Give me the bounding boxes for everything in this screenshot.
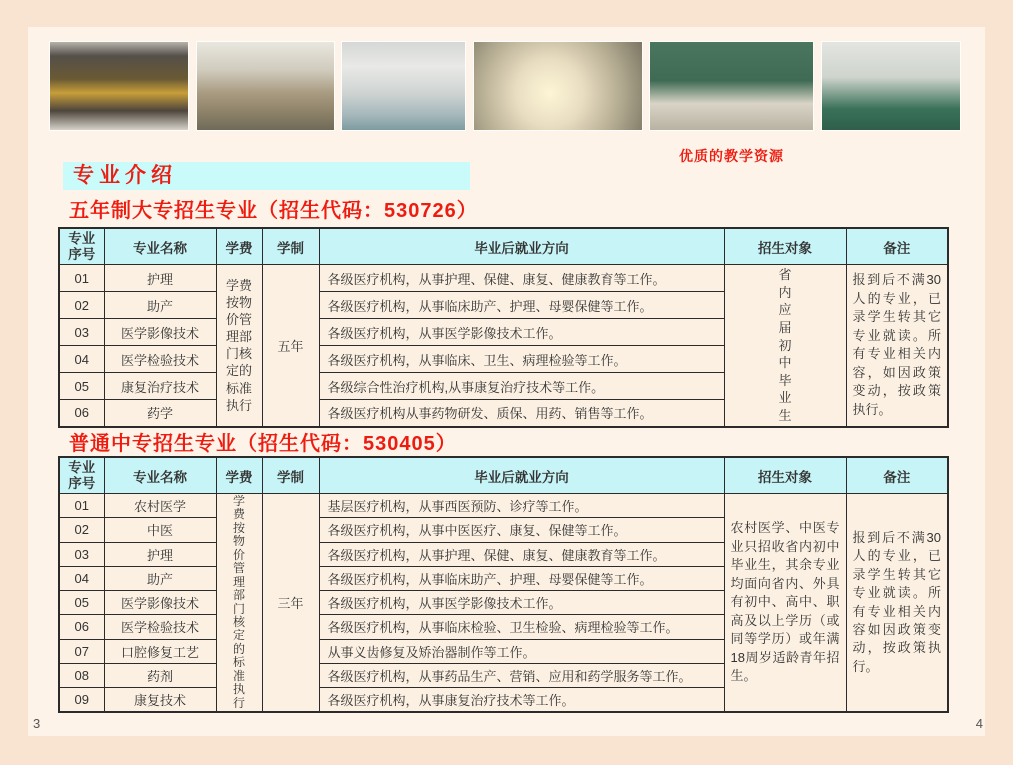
career-direction: 从事义齿修复及矫治器制作等工作。 bbox=[319, 639, 724, 663]
major-name: 医学影像技术 bbox=[104, 319, 216, 346]
career-direction: 各级医疗机构，从事医学影像技术工作。 bbox=[319, 319, 724, 346]
career-direction: 各级医疗机构，从事临床助产、护理、母婴保健等工作。 bbox=[319, 566, 724, 590]
row-number: 02 bbox=[59, 518, 104, 542]
career-direction: 各级医疗机构，从事临床、卫生、病理检验等工作。 bbox=[319, 346, 724, 373]
col-header-duration: 学制 bbox=[262, 457, 319, 494]
major-name: 中医 bbox=[104, 518, 216, 542]
major-name: 助产 bbox=[104, 292, 216, 319]
photo-nursing-demo-class bbox=[650, 42, 813, 130]
photo-training-workroom bbox=[197, 42, 334, 130]
major-name: 康复技术 bbox=[104, 688, 216, 712]
target-cell bbox=[724, 265, 846, 427]
tuition-text: 学费按物价管理部门核定的标准执行 bbox=[225, 277, 252, 413]
career-direction: 各级医疗机构从事药物研发、质保、用药、销售等工作。 bbox=[319, 400, 724, 427]
major-name: 助产 bbox=[104, 566, 216, 590]
row-number: 06 bbox=[59, 400, 104, 427]
major-name: 药学 bbox=[104, 400, 216, 427]
career-direction: 各级医疗机构，从事临床助产、护理、母婴保健等工作。 bbox=[319, 292, 724, 319]
remark-cell: 报到后不满30人的专业，已录学生转其它专业就读。所有专业相关内容，如因政策变动，按政策执行。 bbox=[846, 265, 948, 427]
photos-caption: 优质的教学资源 bbox=[679, 148, 784, 164]
major-name: 口腔修复工艺 bbox=[104, 639, 216, 663]
table-header-row bbox=[59, 228, 948, 265]
secondary-table-body bbox=[59, 494, 948, 713]
section-heading-secondary: 普通中专招生专业（招生代码：530405） bbox=[69, 433, 457, 455]
col-header-major: 专业名称 bbox=[104, 228, 216, 265]
college-enrollment-table bbox=[58, 227, 949, 428]
duration-cell: 五年 bbox=[262, 265, 319, 427]
career-direction: 各级医疗机构，从事康复治疗技术等工作。 bbox=[319, 688, 724, 712]
career-direction: 各级医疗机构，从事医学影像技术工作。 bbox=[319, 591, 724, 615]
row-number: 01 bbox=[59, 494, 104, 518]
table-header-row bbox=[59, 457, 948, 494]
col-header-target: 招生对象 bbox=[724, 228, 846, 265]
photo-practice-closeup bbox=[474, 42, 642, 130]
career-direction: 各级医疗机构，从事临床检验、卫生检验、病理检验等工作。 bbox=[319, 615, 724, 639]
col-header-number: 专业序号 bbox=[59, 457, 104, 494]
col-header-career: 毕业后就业方向 bbox=[319, 228, 724, 265]
duration-cell: 三年 bbox=[262, 494, 319, 713]
col-header-career: 毕业后就业方向 bbox=[319, 457, 724, 494]
career-direction: 基层医疗机构，从事西医预防、诊疗等工作。 bbox=[319, 494, 724, 518]
col-header-major: 专业名称 bbox=[104, 457, 216, 494]
row-number: 02 bbox=[59, 292, 104, 319]
col-header-number: 专业序号 bbox=[59, 228, 104, 265]
major-name: 药剂 bbox=[104, 663, 216, 687]
career-direction: 各级综合性治疗机构,从事康复治疗技术等工作。 bbox=[319, 373, 724, 400]
career-direction: 各级医疗机构，从事护理、保健、康复、健康教育等工作。 bbox=[319, 542, 724, 566]
section-heading-college: 五年制大专招生专业（招生代码：530726） bbox=[69, 200, 478, 222]
target-text: 省内应届初中毕业生 bbox=[778, 267, 792, 423]
row-number: 03 bbox=[59, 319, 104, 346]
secondary-enrollment-table bbox=[58, 456, 949, 713]
photo-surgery-practice-room bbox=[822, 42, 960, 130]
row-number: 07 bbox=[59, 639, 104, 663]
photo-strip bbox=[50, 42, 960, 130]
page-number-right: 4 bbox=[975, 716, 983, 731]
major-name: 护理 bbox=[104, 265, 216, 292]
career-direction: 各级医疗机构，从事药品生产、营销、应用和药学服务等工作。 bbox=[319, 663, 724, 687]
target-cell: 农村医学、中医专业只招收省内初中毕业生，其余专业均面向省内、外具有初中、高中、职高及以上学历（或同等学历）或年满18周岁适龄青年招生。 bbox=[724, 494, 846, 713]
table-row bbox=[59, 494, 948, 518]
tuition-cell bbox=[216, 494, 262, 713]
col-header-tuition: 学费 bbox=[216, 228, 262, 265]
table-row bbox=[59, 265, 948, 292]
tuition-cell bbox=[216, 265, 262, 427]
col-header-target: 招生对象 bbox=[724, 457, 846, 494]
row-number: 08 bbox=[59, 663, 104, 687]
career-direction: 各级医疗机构，从事护理、保健、康复、健康教育等工作。 bbox=[319, 265, 724, 292]
row-number: 01 bbox=[59, 265, 104, 292]
major-name: 医学检验技术 bbox=[104, 346, 216, 373]
col-header-duration: 学制 bbox=[262, 228, 319, 265]
page-title: 专业介绍 bbox=[63, 162, 470, 190]
row-number: 05 bbox=[59, 591, 104, 615]
row-number: 03 bbox=[59, 542, 104, 566]
major-name: 护理 bbox=[104, 542, 216, 566]
row-number: 09 bbox=[59, 688, 104, 712]
major-name: 医学检验技术 bbox=[104, 615, 216, 639]
col-header-remark: 备注 bbox=[846, 228, 948, 265]
page-number-left: 3 bbox=[33, 716, 41, 731]
major-name: 医学影像技术 bbox=[104, 591, 216, 615]
row-number: 06 bbox=[59, 615, 104, 639]
row-number: 04 bbox=[59, 566, 104, 590]
photo-specimen-museum bbox=[50, 42, 188, 130]
career-direction: 各级医疗机构，从事中医医疗、康复、保健等工作。 bbox=[319, 518, 724, 542]
col-header-tuition: 学费 bbox=[216, 457, 262, 494]
row-number: 04 bbox=[59, 346, 104, 373]
college-table-body bbox=[59, 265, 948, 427]
tuition-text: 学费按物价管理部门核定的标准执行 bbox=[232, 494, 245, 710]
row-number: 05 bbox=[59, 373, 104, 400]
col-header-remark: 备注 bbox=[846, 457, 948, 494]
photo-anatomy-class bbox=[342, 42, 465, 130]
remark-cell: 报到后不满30人的专业，已录学生转其它专业就读。所有专业相关内容如因政策变动，按政策执行。 bbox=[846, 494, 948, 713]
major-name: 农村医学 bbox=[104, 494, 216, 518]
major-name: 康复治疗技术 bbox=[104, 373, 216, 400]
